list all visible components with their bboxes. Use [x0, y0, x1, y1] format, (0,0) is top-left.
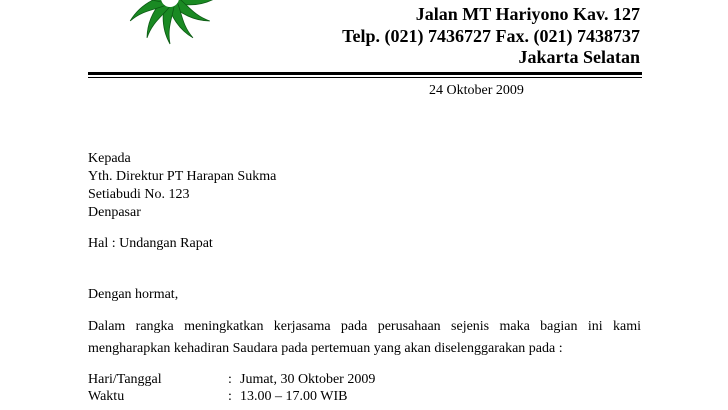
company-logo-icon: [100, 0, 240, 60]
letterhead-address-line-1: Jalan MT Hariyono Kav. 127: [415, 4, 640, 24]
letter-body-paragraph: [88, 316, 641, 360]
letterhead-divider-thin: [88, 77, 642, 78]
detail-row-time: [88, 388, 347, 406]
recipient-to-label: Kepada: [88, 151, 131, 166]
detail-value: 13.00 – 17.00 WIB: [240, 389, 348, 404]
letterhead-city-line: Jakarta Selatan: [518, 47, 640, 67]
detail-row-date: [88, 371, 375, 389]
letter-greeting: Dengan hormat,: [88, 287, 179, 302]
detail-separator: :: [228, 372, 232, 387]
detail-label: Hari/Tanggal: [88, 372, 162, 387]
detail-label: Waktu: [88, 389, 125, 404]
letter-date: 24 Oktober 2009: [429, 83, 524, 98]
letter-body-line-1: Dalam rangka meningkatkan kerjasama pada perusahaan sejenis maka bagian ini kami: [88, 319, 641, 334]
recipient-street: Setiabudi No. 123: [88, 187, 190, 202]
recipient-name: Yth. Direktur PT Harapan Sukma: [88, 169, 277, 184]
letterhead-divider-thick: [88, 72, 642, 75]
detail-separator: :: [228, 389, 232, 404]
letterhead-phone-fax-line: Telp. (021) 7436727 Fax. (021) 7438737: [342, 26, 640, 46]
letter-subject: Hal : Undangan Rapat: [88, 236, 213, 251]
recipient-city: Denpasar: [88, 205, 141, 220]
letter-body-line-2: mengharapkan kehadiran Saudara pada pertemuan yang akan diselenggarakan pada :: [88, 341, 563, 356]
detail-value: Jumat, 30 Oktober 2009: [240, 372, 376, 387]
